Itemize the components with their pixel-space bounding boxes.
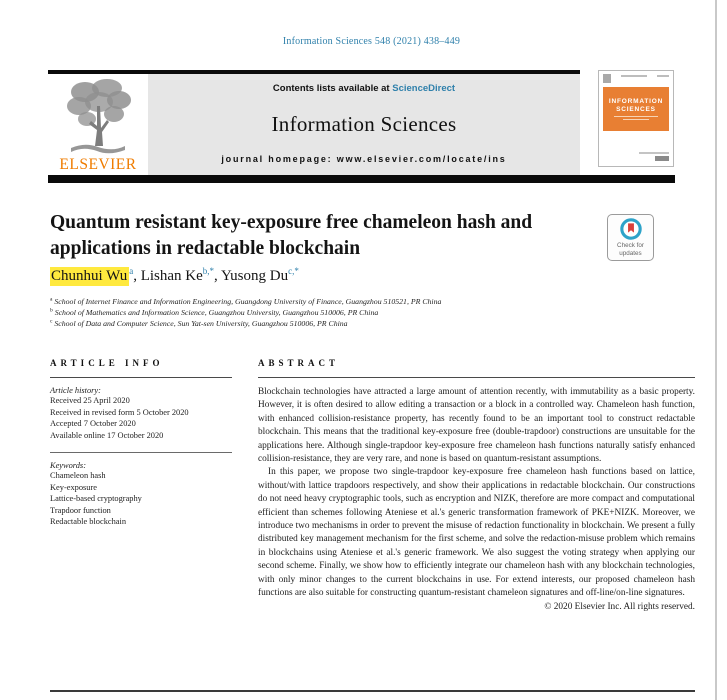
cover-mini-logo bbox=[603, 74, 611, 83]
journal-cover-thumbnail[interactable] bbox=[598, 70, 674, 167]
author-1-separator: , bbox=[133, 268, 141, 284]
keyword-2: Key-exposure bbox=[50, 482, 97, 492]
article-history-label: Article history: bbox=[50, 386, 101, 395]
affiliation-a bbox=[50, 296, 610, 307]
cover-orange-panel bbox=[603, 87, 669, 131]
check-for-updates-badge[interactable] bbox=[607, 214, 654, 261]
cover-barcode bbox=[655, 156, 669, 161]
cover-title-line2: SCIENCES bbox=[616, 106, 656, 113]
affiliation-c bbox=[50, 318, 610, 329]
affiliation-b-label: b bbox=[50, 307, 53, 314]
elsevier-wordmark: ELSEVIER bbox=[59, 156, 137, 173]
copyright-line: © 2020 Elsevier Inc. All rights reserved. bbox=[544, 601, 695, 612]
abstract-body bbox=[258, 386, 695, 614]
banner-bottom-rule bbox=[48, 175, 675, 183]
author-1 bbox=[50, 268, 141, 284]
elsevier-logo-block[interactable] bbox=[48, 74, 148, 175]
abstract-paragraph-2: In this paper, we propose two single-trapdoor key-exposure free chameleon hash functions based on lattice, without/with lattice trapdoors respectively, and show their applications in redactable blockchain. Our constructions do not need heavy cryptographic tools, such as encryption and NIZK, therefore are more compact and computational efficient than schemes following Ateniese et al.'s generic transformation framework of PKE+NIZK. Moreover, we introduce two mechanisms in order to prevent the misuse of redaction functionality in blockchain. We present a fully distributed key management mechanism for the first scheme, and solve the redaction-misuse problem which remains in blockchains using Ateniese et al.'s generic framework. We also suggest the voting strategy when applying our second scheme. Finally, we show how to efficiently integrate our chameleon hash with any blockchain technologies, with only minor changes to the current blockchains in use. For extend interests, our proposed chameleon hash functions are also suitable for constructing quantum-resistant chameleon signatures and off-line/on-line signatures. bbox=[258, 467, 695, 599]
author-2 bbox=[141, 268, 221, 284]
journal-header-banner bbox=[48, 74, 580, 175]
page-edge-line bbox=[715, 0, 717, 700]
author-2-separator: , bbox=[214, 268, 221, 284]
affiliation-c-label: c bbox=[50, 318, 53, 325]
author-2-name: Lishan Ke bbox=[140, 268, 203, 284]
author-3-name: Yusong Du bbox=[221, 268, 289, 284]
history-revised: Received in revised form 5 October 2020 bbox=[50, 407, 189, 417]
keyword-4: Trapdoor function bbox=[50, 505, 111, 515]
contents-line bbox=[273, 83, 455, 94]
journal-homepage-link[interactable]: journal homepage: www.elsevier.com/locate/ins bbox=[221, 154, 507, 164]
journal-citation-link[interactable]: Information Sciences 548 (2021) 438–449 bbox=[282, 36, 461, 47]
abstract-paragraph-1: Blockchain technologies have attracted a large amount of attention recently, with immutability as a basic property. However, it is often desired to allow editing a transaction or a block in a controlled way. Chameleon hash function, with enhanced collision-resistance property, has recently found to be an important tool to construct redactable blockchain. This means that the traditional key-exposure free (double-trapdoor) constructions are unsuitable for the applications here. Although single-trapdoor key-exposure free chameleon hash functions naturally satisfy enhanced collision-resistance, they are very rare, and none is based on quantum-resistant assumptions. bbox=[258, 387, 695, 465]
keyword-3: Lattice-based cryptography bbox=[50, 494, 142, 503]
author-1-name-highlighted: Chunhui Wu bbox=[51, 268, 128, 284]
author-line bbox=[50, 268, 590, 285]
abstract-column bbox=[258, 358, 695, 614]
abstract-heading: ABSTRACT bbox=[258, 358, 695, 378]
journal-masthead bbox=[148, 74, 580, 175]
article-info-column bbox=[50, 358, 232, 528]
crossmark-icon bbox=[620, 218, 642, 240]
cover-title-line1: INFORMATION bbox=[608, 98, 664, 106]
affiliation-b-text: School of Mathematics and Information Science, Guangzhou University, Guangzhou 510006, PR China bbox=[54, 308, 379, 317]
journal-title: Information Sciences bbox=[271, 111, 457, 136]
author-3-affiliation-sup[interactable]: c,* bbox=[288, 266, 299, 276]
affiliation-c-text: School of Data and Computer Science, Sun Yat-sen University, Guangzhou 510006, PR China bbox=[54, 319, 348, 328]
article-info-heading: ARTICLE INFO bbox=[50, 358, 232, 378]
cover-bottom-text-line bbox=[639, 152, 669, 154]
affiliation-b bbox=[50, 307, 610, 318]
cover-top-row bbox=[603, 74, 669, 85]
keyword-1: Chameleon hash bbox=[50, 471, 106, 480]
section-bottom-rule bbox=[50, 690, 695, 692]
history-available: Available online 17 October 2020 bbox=[50, 430, 164, 440]
affiliation-a-label: a bbox=[50, 296, 53, 303]
paper-title: Quantum resistant key-exposure free chameleon hash and applications in redactable blockchain bbox=[50, 212, 533, 259]
affiliation-a-text: School of Internet Finance and Information Engineering, Guangdong University of Finance, Guangzhou 510521, PR China bbox=[54, 297, 442, 306]
author-1-affiliation-sup[interactable]: a bbox=[129, 266, 134, 276]
author-3 bbox=[221, 268, 299, 284]
cover-mini-text-right bbox=[657, 75, 669, 77]
history-accepted: Accepted 7 October 2020 bbox=[50, 419, 136, 428]
affiliations-block bbox=[50, 296, 610, 329]
cover-subtitle-rule bbox=[614, 116, 658, 117]
contents-prefix: Contents lists available at bbox=[272, 83, 393, 94]
history-received: Received 25 April 2020 bbox=[50, 396, 130, 405]
article-info-divider bbox=[50, 452, 232, 453]
cover-mini-text bbox=[621, 75, 647, 77]
cover-subtitle-rule-2 bbox=[623, 119, 649, 120]
author-2-affiliation-sup[interactable]: b,* bbox=[202, 266, 215, 276]
sciencedirect-link[interactable]: ScienceDirect bbox=[392, 83, 456, 94]
check-badge-label: Check for updates bbox=[617, 241, 644, 257]
elsevier-tree-icon bbox=[59, 76, 137, 156]
keywords-label: Keywords: bbox=[50, 461, 86, 470]
cover-bottom-block bbox=[639, 152, 669, 161]
keyword-5: Redactable blockchain bbox=[50, 517, 127, 526]
